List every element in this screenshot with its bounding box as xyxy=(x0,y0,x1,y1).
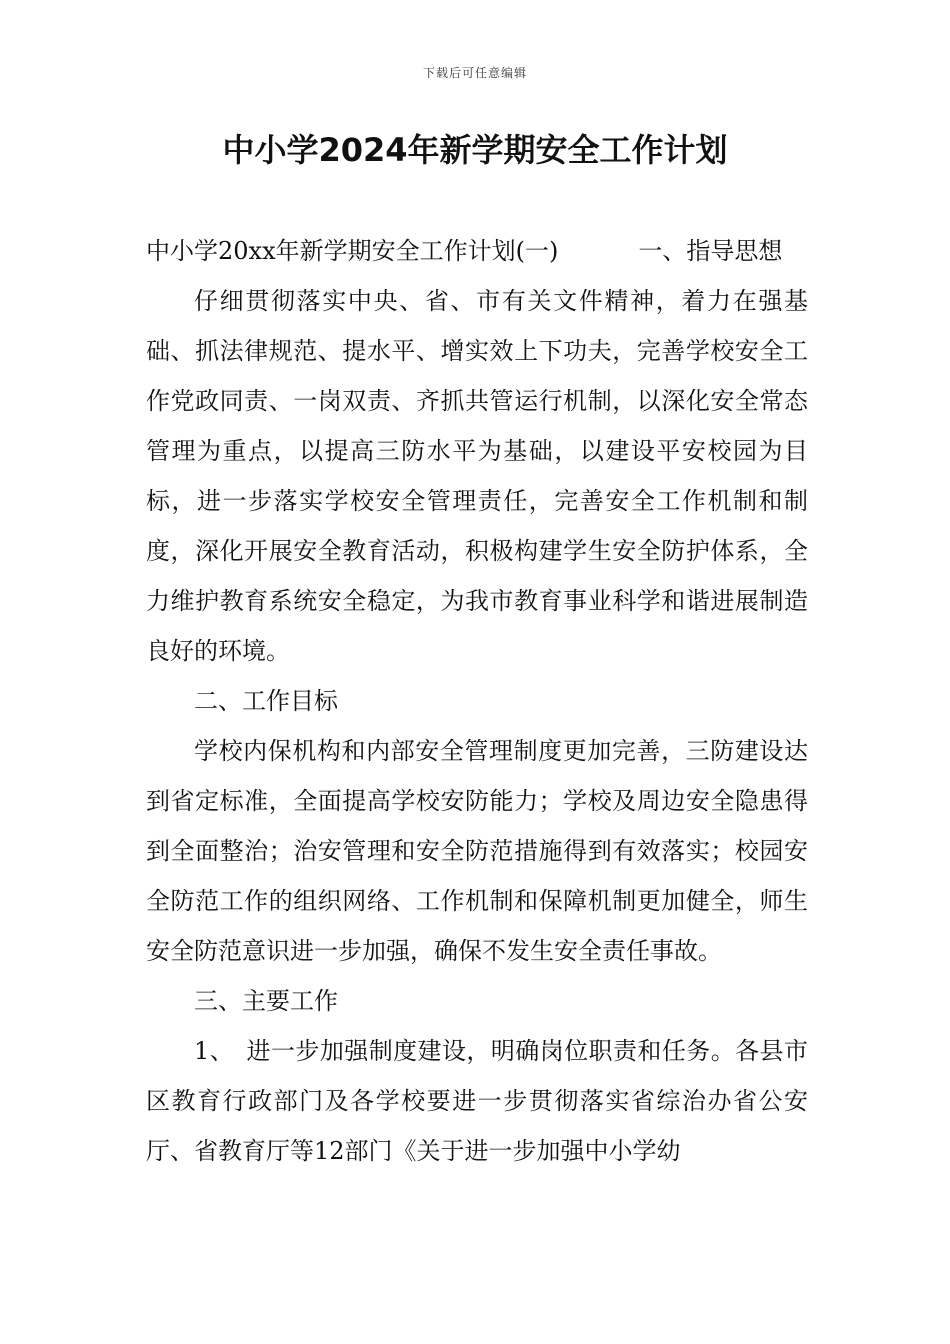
intro-line xyxy=(146,226,808,276)
document-body xyxy=(146,226,808,1176)
section-heading-1: 一、指导思想 xyxy=(638,237,783,265)
section-heading-2: 二、工作目标 xyxy=(194,687,338,715)
paragraph-main-work: 1、 进一步加强制度建设，明确岗位职责和任务。各县市区教育行政部门及各学校要进一步贯彻落实省综治办省公安厅、省教育厅等12部门《关于进一步加强中小学幼 xyxy=(146,1037,808,1165)
document-title: 中小学2024年新学期安全工作计划 xyxy=(222,131,728,169)
section-heading-3: 三、主要工作 xyxy=(194,987,338,1015)
header-note: 下载后可任意编辑 xyxy=(422,66,527,80)
intro-subtitle: 中小学20xx年新学期安全工作计划(一) xyxy=(146,237,559,265)
paragraph-work-goals: 学校内保机构和内部安全管理制度更加完善，三防建设达到省定标准，全面提高学校安防能力；学校及周边安全隐患得到全面整治；治安管理和安全防范措施得到有效落实；校园安全防范工作的组织网络、工作机制和保障机制更加健全，师生安全防范意识进一步加强，确保不发生安全责任事故。 xyxy=(146,737,808,965)
paragraph-guiding-thought: 仔细贯彻落实中央、省、市有关文件精神，着力在强基础、抓法律规范、提水平、增实效上下功夫，完善学校安全工作党政同责、一岗双责、齐抓共管运行机制，以深化安全常态管理为重点，以提高三防水平为基础，以建设平安校园为目标，进一步落实学校安全管理责任，完善安全工作机制和制度，深化开展安全教育活动，积极构建学生安全防护体系，全力维护教育系统安全稳定，为我市教育事业科学和谐进展制造良好的环境。 xyxy=(146,287,808,665)
